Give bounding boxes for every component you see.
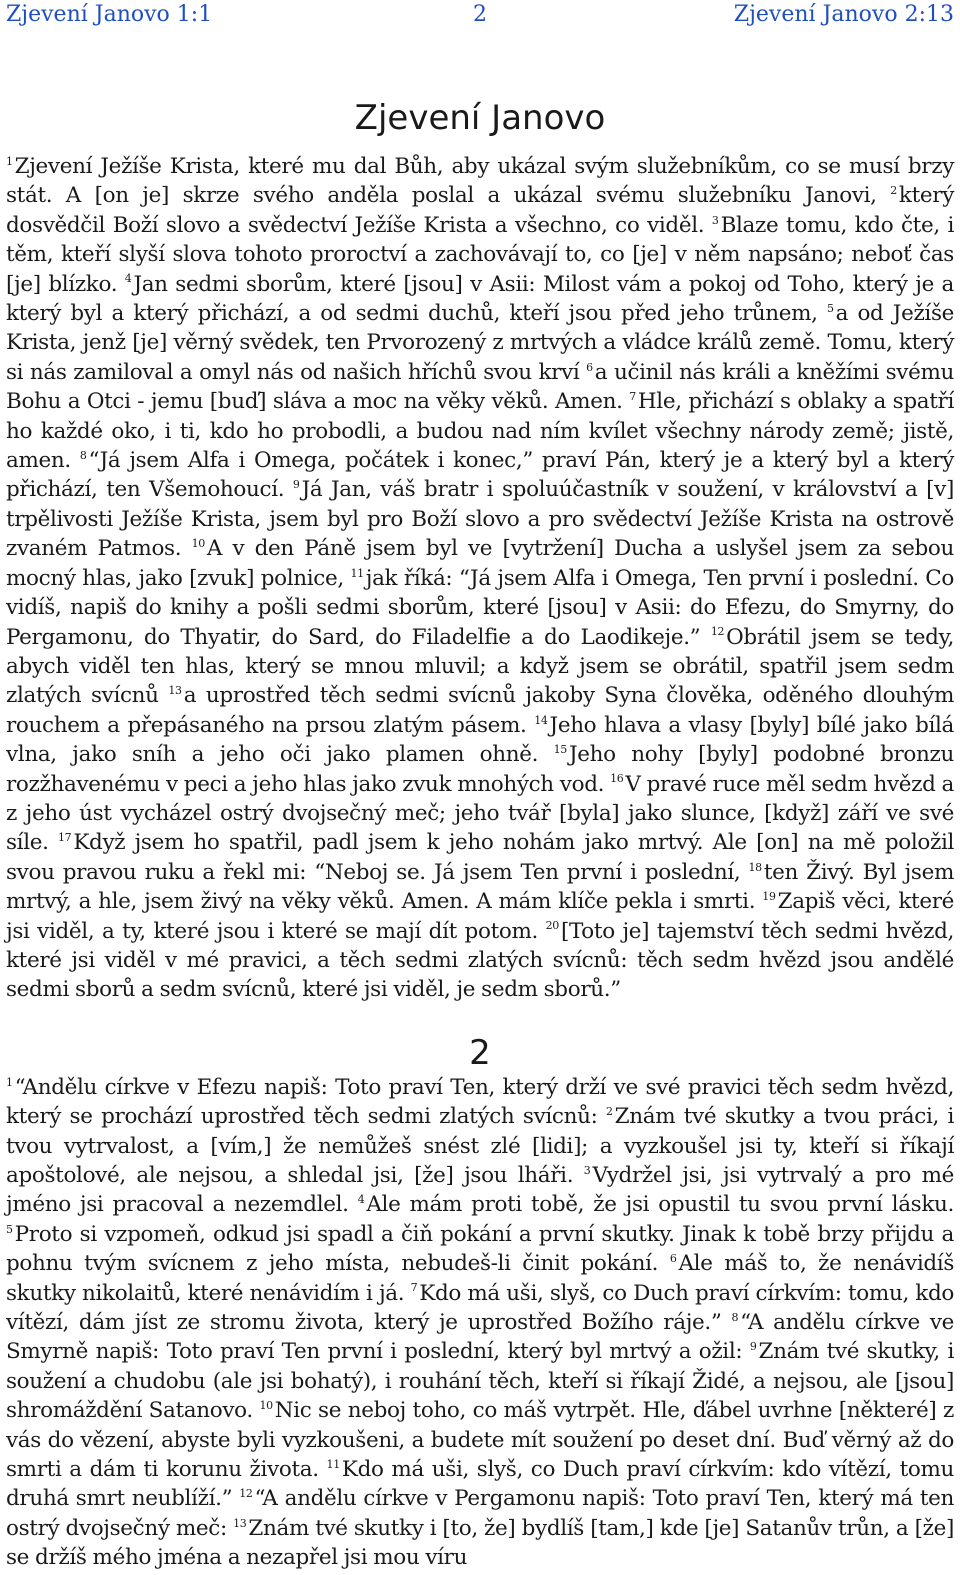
verse-number: 18 [748, 860, 762, 874]
verse-number: 4 [124, 272, 132, 286]
verse-text: Zapiš věci, které jsi viděl, a ty, které jsou i které se mají dít potom. [6, 889, 955, 944]
verse-text: Jeho nohy [byly] podobné bronzu rozžhavenému v peci a jeho hlas jako zvuk mnohých vod. [6, 742, 954, 797]
verse-text: Nic se neboj toho, co máš vytrpět. Hle, ďábel uvrhne [některé] z vás do vězení, abyste byli vyzkoušeni, a budete mít soužení po deset dní. Buď věrný až do smrti a dám ti korunu života. [6, 1398, 954, 1483]
verse-number: 2 [606, 1105, 613, 1119]
verse-number: 8 [731, 1310, 739, 1324]
chapter-1-text [6, 152, 954, 1005]
verse-number: 4 [357, 1193, 365, 1207]
verse-number: 14 [534, 713, 548, 727]
verse-number: 9 [292, 478, 300, 492]
verse-number: 12 [710, 625, 725, 639]
verse-text: Jan sedmi sborům, které [jsou] v Asii: Milost vám a pokoj od Toho, který je a který byl a který přichází, a od sedmi duchů, kteří jsou před jeho trůnem, [6, 271, 955, 327]
verse-text: Zjevení Ježíše Krista, které mu dal Bůh, aby ukázal svým služebníkům, co se musí brzy stát. A [on je] skrze svého anděla poslal a ukázal svému služebníku Janovi, [6, 154, 954, 209]
header-left-reference: Zjevení Janovo 1:1 [6, 2, 213, 27]
verse-text: “Andělu církve v Efezu napiš: Toto praví Ten, který drží ve své pravici těch sedm hvězd, který se prochází uprostřed těch sedmi zlatých svícnů: [6, 1074, 954, 1130]
chapter-2-text [6, 1073, 954, 1573]
verse-text: který dosvědčil Boží slovo a svědectví Ježíše Krista a všechno, co viděl. [6, 183, 954, 238]
verse-text: Znám tvé skutky a tvou práci, i tvou vytrvalost, a [vím,] že nemůžeš snést zlé [lidi]; a vyzkoušel jsi ty, kteří si říkají apoštolové, ale nejsou, a shledal jsi, [že] jsou lháři. [6, 1104, 954, 1188]
page-number: 2 [473, 2, 487, 27]
verse-number: 6 [669, 1252, 677, 1266]
verse-text: “Já jsem Alfa i Omega, počátek i konec,” praví Pán, který je a který byl a který přichází, ten Všemohoucí. [6, 448, 955, 503]
verse-text: a učinil nás králi a kněžími svému Bohu a Otci - jemu [buď] sláva a moc na věky věků. Amen. [6, 359, 955, 415]
verse-number: 19 [762, 890, 776, 903]
verse-text: Znám tvé skutky, i soužení a chudobu (ale jsi bohatý), i rouhání těch, kteří si říkají Židé, a nejsou, ale [jsou] shromáždění Satanovo. [6, 1339, 955, 1424]
verse-text: Ale mám proti tobě, že jsi opustil tu svou první lásku. [366, 1192, 955, 1218]
header-right-reference: Zjevení Janovo 2:13 [733, 2, 954, 27]
verse-number: 5 [827, 301, 834, 315]
verse-number: 13 [168, 684, 182, 698]
verse-number: 6 [586, 360, 593, 374]
verse-number: 1 [6, 154, 13, 168]
verse-text: Kdo má uši, slyš, co Duch praví církvím: tomu, kdo vítězí, dám jíst ze stromu života, který je uprostřed Božího ráje.” [6, 1280, 954, 1336]
verse-number: 20 [545, 919, 559, 933]
verse-number: 8 [79, 448, 87, 462]
verse-number: 16 [610, 772, 624, 786]
verse-text: Kdo má uši, slyš, co Duch praví církvím: kdo vítězí, tomu druhá smrt neublíží.” [6, 1457, 954, 1512]
verse-number: 7 [410, 1281, 418, 1295]
verse-text: Blaze tomu, kdo čte, i těm, kteří slyší slova tohoto proroctví a zachovávají to, co [je] v něm napsáno; neboť čas [je] blízko. [6, 212, 955, 297]
verse-number: 3 [583, 1163, 591, 1177]
verse-text: jak říká: “Já jsem Alfa i Omega, Ten první i poslední. Co vidíš, napiš do knihy a pošli sedmi sborům, které [jsou] v Asii: do Efezu, do Smyrny, do Pergamonu, do Thyatir, do Sard, do Filadelfie a do Laodikeje.” [6, 565, 954, 650]
verse-text: Proto si vzpomeň, odkud jsi spadl a čiň pokání a první skutky. Jinak k tobě brzy přijdu a pohnu tvým svícnem z jeho místa, nebudeš-li činit pokání. [6, 1221, 954, 1277]
verse-text: [Toto je] tajemství těch sedmi hvězd, které jsi viděl v mé pravici, a těch sedmi zlatých svícnů: těch sedm hvězd jsou andělé sedmi sborů a sedm svícnů, které jsi viděl, je sedm sborů.” [6, 918, 954, 1003]
verse-text: Obrátil jsem se tedy, abych viděl ten hlas, který se mnou mluvil; a když jsem se obrátil, spatřil jsem sedm zlatých svícnů [6, 624, 955, 709]
verse-number: 10 [191, 537, 205, 551]
verse-number: 10 [259, 1399, 273, 1413]
verse-number: 15 [553, 742, 567, 756]
running-header [0, 0, 960, 30]
verse-text: Znám tvé skutky i [to, že] bydlíš [tam,] kde [je] Satanův trůn, a [že] se držíš mého jména a nezapřel jsi mou víru [6, 1515, 955, 1571]
verse-text: A v den Páně jsem byl ve [vytržení] Ducha a uslyšel jsem za sebou mocný hlas, jako [zvuk] polnice, [6, 536, 955, 591]
verse-text: “A andělu církve v Pergamonu napiš: Toto praví Ten, který má ten ostrý dvojsečný meč: [6, 1486, 955, 1541]
verse-text: Když jsem ho spatřil, padl jsem k jeho nohám jako mrtvý. Ale [on] na mě položil svou pravou ruku a řekl mi: “Neboj se. Já jsem Ten první i poslední, [6, 830, 955, 885]
verse-number: 5 [6, 1222, 13, 1236]
verse-text: Jeho hlava a vlasy [byly] bílé jako bílá vlna, jako sníh a jeho oči jako plamen ohně. [6, 712, 954, 768]
verse-number: 1 [6, 1075, 13, 1089]
book-title: Zjevení Janovo [354, 98, 606, 138]
verse-number: 13 [233, 1516, 247, 1530]
verse-number: 11 [350, 566, 364, 580]
chapter-2-number: 2 [469, 1032, 491, 1073]
verse-text: “A andělu církve ve Smyrně napiš: Toto praví Ten první i poslední, který byl mrtvý a ožil: [6, 1310, 955, 1365]
verse-text: V pravé ruce měl sedm hvězd a z jeho úst vycházel ostrý dvojsečný meč; jeho tvář [byla] jako slunce, [když] září ve své síle. [6, 771, 954, 856]
verse-number: 12 [239, 1487, 253, 1501]
verse-text: ten Živý. Byl jsem mrtvý, a hle, jsem živý na věky věků. Amen. A mám klíče pekla i smrti. [6, 859, 954, 915]
verse-text: a od Ježíše Krista, jenž [je] věrný svědek, ten Prvorozený z mrtvých a vládce králů země. Tomu, který si nás zamiloval a omyl nás od našich hříchů svou krví [6, 301, 954, 385]
verse-text: a uprostřed těch sedmi svícnů jakoby Syna člověka, oděného dlouhým rouchem a přepásaného na prsou zlatým pásem. [6, 683, 955, 738]
verse-text: Vydržel jsi, jsi vytrvalý a pro mé jméno jsi pracoval a nezemdlel. [6, 1163, 955, 1218]
verse-text: Hle, přichází s oblaky a spatří ho každé oko, i ti, kdo ho probodli, a budou nad ním kvílet všechny národy země; jistě, amen. [6, 389, 954, 474]
verse-number: 11 [326, 1457, 340, 1471]
verse-number: 7 [629, 390, 636, 404]
verse-text: Ale máš to, že nenávidíš skutky nikolaitů, které nenávidím i já. [6, 1251, 955, 1306]
verse-number: 17 [58, 831, 72, 845]
verse-number: 2 [890, 184, 897, 198]
verse-text: Já Jan, váš bratr i spoluúčastník v soužení, v království a [v] trpělivosti Ježíše Krista, jsem byl pro Boží slovo a pro svědectví Ježíše Krista na ostrově zvaném Patmos. [6, 477, 955, 562]
verse-number: 3 [711, 213, 719, 227]
verse-number: 9 [749, 1340, 757, 1354]
